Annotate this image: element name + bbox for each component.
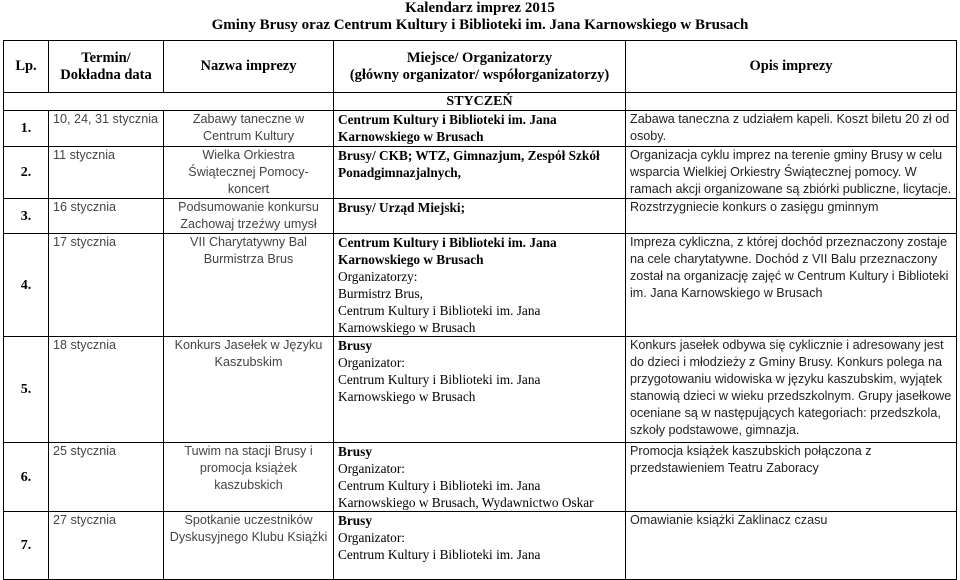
- document-title-line2: Gminy Brusy oraz Centrum Kultury i Biblioteki im. Jana Karnowskiego w Brusach: [211, 17, 749, 33]
- row-date: 16 stycznia: [49, 199, 164, 234]
- row-lp: 5.: [4, 337, 49, 443]
- row-place-line: Organizator:: [338, 355, 405, 370]
- row-date: 10, 24, 31 stycznia: [49, 111, 164, 147]
- col-header-desc: Opis imprezy: [626, 41, 957, 93]
- row-place: [334, 512, 626, 580]
- row-lp: 6.: [4, 443, 49, 512]
- row-description: Zabawa taneczna z udziałem kapeli. Koszt biletu 20 zł od osoby.: [626, 111, 957, 147]
- month-row: [4, 93, 957, 111]
- row-event-name: VII Charytatywny Bal Burmistrza Brus: [164, 234, 334, 337]
- row-place-line: Organizator:: [338, 530, 405, 545]
- row-place-line: Brusy: [338, 444, 372, 459]
- row-description: Omawianie książki Zaklinacz czasu: [626, 512, 957, 580]
- row-lp: 7.: [4, 512, 49, 580]
- row-description: Organizacja cyklu imprez na terenie gminy Brusy w celu wsparcia Wielkiej Orkiestry Świątecznej pomocy. W ramach akcji organizowane są zbiórki publiczne, licytacje.: [626, 147, 957, 199]
- row-place-line: Burmistrz Brus,: [338, 286, 423, 301]
- row-date: 27 stycznia: [49, 512, 164, 580]
- row-description: Konkurs jasełek odbywa się cyklicznie i adresowany jest do dzieci i młodzieży z Gminy Brusy. Konkurs polega na przygotowaniu widowiska w języku kaszubskim, wyjątek stanowią dzieci w wieku przedszkolnym. Grupy jasełkowe oceniane są w następujących kategoriach: przedszkola, szkoły podstawowe, gimnazja.: [626, 337, 957, 443]
- row-place: [334, 443, 626, 512]
- col-header-date: Termin/ Dokładna data: [49, 41, 164, 93]
- row-place-line: Brusy/ CKB; WTZ, Gimnazjum, Zespół Szkół Ponadgimnazjalnych,: [338, 148, 600, 180]
- row-event-name: Konkurs Jasełek w Języku Kaszubskim: [164, 337, 334, 443]
- row-event-name: Tuwim na stacji Brusy i promocja książek kaszubskich: [164, 443, 334, 512]
- row-place-line: Centrum Kultury i Biblioteki im. Jana Karnowskiego w Brusach: [338, 112, 557, 144]
- row-place-line: Centrum Kultury i Biblioteki im. Jana Karnowskiego w Brusach: [338, 372, 541, 404]
- table-row: [4, 443, 957, 512]
- col-header-name: Nazwa imprezy: [164, 41, 334, 93]
- row-event-name: Wielka Orkiestra Świątecznej Pomocy-koncert: [164, 147, 334, 199]
- row-lp: 4.: [4, 234, 49, 337]
- row-event-name: Podsumowanie konkursu Zachowaj trzeźwy umysł: [164, 199, 334, 234]
- row-date: 17 stycznia: [49, 234, 164, 337]
- row-place: [334, 234, 626, 337]
- row-place-line: Brusy/ Urząd Miejski;: [338, 200, 466, 215]
- col-header-place-line2: (główny organizator/ współorganizatorzy): [349, 66, 610, 83]
- row-lp: 1.: [4, 111, 49, 147]
- row-description: Rozstrzygniecie konkurs o zasięgu gminnym: [626, 199, 957, 234]
- col-header-place-line1: Miejsce/ Organizatorzy: [406, 49, 553, 66]
- row-place-line: Centrum Kultury i Biblioteki im. Jana: [338, 547, 541, 562]
- row-date: 18 stycznia: [49, 337, 164, 443]
- table-row: [4, 147, 957, 199]
- row-place-line: Brusy: [338, 513, 372, 528]
- row-description: Promocja książek kaszubskich połączona z przedstawieniem Teatru Zaboracy: [626, 443, 957, 512]
- table-row: [4, 111, 957, 147]
- row-date: 25 stycznia: [49, 443, 164, 512]
- table-row: [4, 234, 957, 337]
- row-place-line: Centrum Kultury i Biblioteki im. Jana Karnowskiego w Brusach, Wydawnictwo Oskar: [338, 478, 594, 510]
- table-row: [4, 337, 957, 443]
- events-table: [3, 40, 957, 580]
- row-lp: 3.: [4, 199, 49, 234]
- month-spacer-left: [4, 93, 334, 111]
- row-place-line: Organizator:: [338, 461, 405, 476]
- table-row: [4, 512, 957, 580]
- row-place: [334, 199, 626, 234]
- row-place: [334, 111, 626, 147]
- table-row: [4, 199, 957, 234]
- table-header-row: [4, 41, 957, 93]
- row-place-line: Centrum Kultury i Biblioteki im. Jana Karnowskiego w Brusach: [338, 235, 557, 267]
- row-place-line: Centrum Kultury i Biblioteki im. Jana Karnowskiego w Brusach: [338, 303, 541, 335]
- row-event-name: Spotkanie uczestników Dyskusyjnego Klubu Książki: [164, 512, 334, 580]
- row-date: 11 stycznia: [49, 147, 164, 199]
- row-place-line: Organizatorzy:: [338, 269, 418, 284]
- row-description: Impreza cykliczna, z której dochód przeznaczony zostaje na cele charytatywne. Dochód z VII Balu przeznaczony został na organizację zajęć w Centrum Kultury i Biblioteki im. Jana Karnowskiego w Brusach: [626, 234, 957, 337]
- month-spacer-right: [626, 93, 957, 111]
- row-place: [334, 147, 626, 199]
- col-header-lp: Lp.: [4, 41, 49, 93]
- row-event-name: Zabawy taneczne w Centrum Kultury: [164, 111, 334, 147]
- row-lp: 2.: [4, 147, 49, 199]
- month-label: STYCZEŃ: [334, 93, 626, 111]
- col-header-place: [334, 41, 626, 93]
- document-title-line1: Kalendarz imprez 2015: [405, 0, 555, 16]
- row-place: [334, 337, 626, 443]
- row-place-line: Brusy: [338, 338, 372, 353]
